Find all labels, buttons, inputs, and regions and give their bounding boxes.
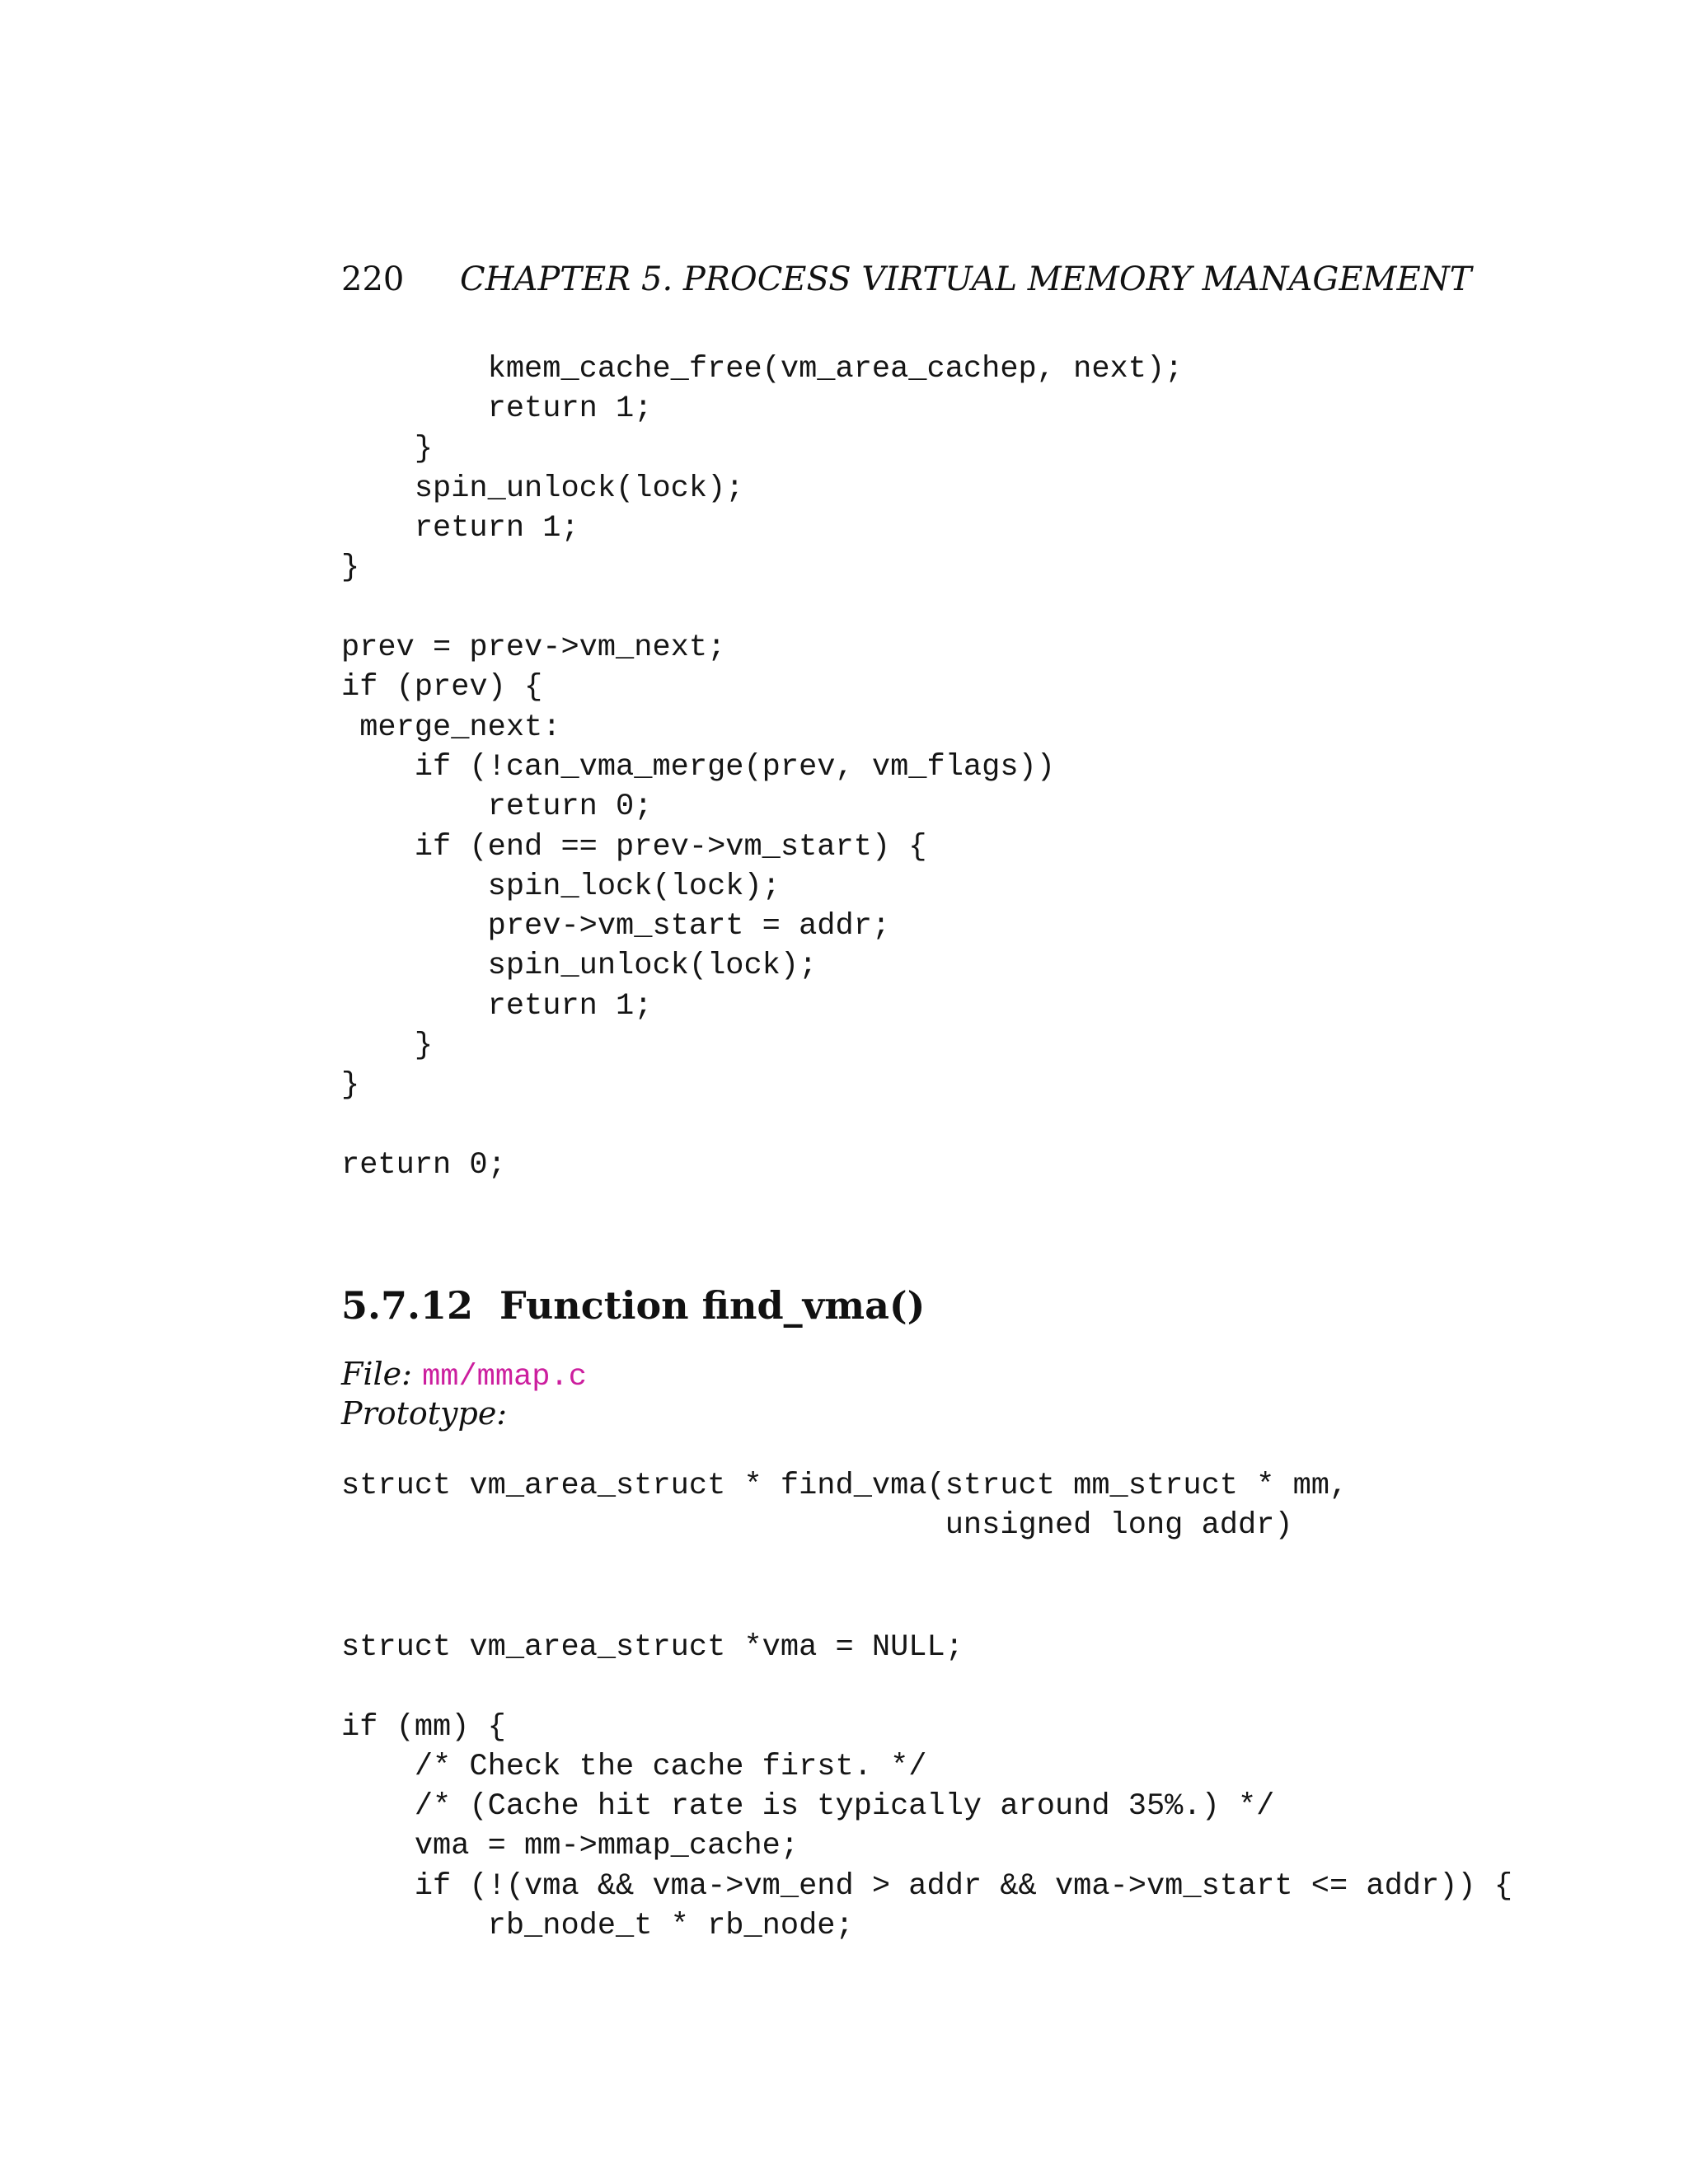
code-line: return 1; [341, 511, 579, 546]
code-line: struct vm_area_struct *vma = NULL; [341, 1630, 964, 1665]
code-block-bottom [341, 1628, 1512, 1946]
file-path-link[interactable]: mm/mmap.c [422, 1360, 587, 1394]
code-line: return 1; [341, 988, 653, 1024]
code-line: prev->vm_start = addr; [341, 909, 891, 944]
code-line: rb_node_t * rb_node; [341, 1909, 854, 1944]
code-line: return 1; [341, 391, 653, 427]
code-line: struct vm_area_struct * find_vma(struct mm_struct * mm, [341, 1469, 1348, 1503]
prototype-code-block [341, 1466, 1348, 1546]
code-line: /* Check the cache first. */ [341, 1749, 927, 1784]
chapter-title: CHAPTER 5. PROCESS VIRTUAL MEMORY MANAGEMENT [460, 260, 1472, 298]
code-line: if (prev) { [341, 670, 543, 705]
section-title: Function find_vma() [499, 1283, 926, 1328]
page-number: 220 [341, 260, 405, 298]
code-line: /* (Cache hit rate is typically around 35%.) */ [341, 1789, 1275, 1825]
code-line: } [341, 551, 360, 586]
code-line: } [341, 1068, 360, 1104]
code-line: if (mm) { [341, 1709, 506, 1745]
code-line: spin_unlock(lock); [341, 949, 818, 984]
code-line: return 0; [341, 1147, 506, 1183]
section-number: 5.7.12 [341, 1283, 474, 1328]
code-line: kmem_cache_free(vm_area_cachep, next); [341, 352, 1184, 387]
prototype-line [341, 1394, 507, 1433]
code-line: if (end == prev->vm_start) { [341, 829, 927, 865]
code-line: if (!can_vma_merge(prev, vm_flags)) [341, 749, 1055, 785]
file-label: File: [341, 1356, 412, 1392]
code-line: vma = mm->mmap_cache; [341, 1829, 799, 1864]
code-line: prev = prev->vm_next; [341, 630, 726, 666]
code-line: unsigned long addr) [341, 1508, 1293, 1544]
code-line: spin_unlock(lock); [341, 471, 744, 506]
code-line: spin_lock(lock); [341, 869, 781, 904]
code-line [341, 588, 1183, 628]
section-heading [341, 1281, 925, 1330]
code-line: } [341, 1029, 434, 1064]
code-line: return 0; [341, 790, 653, 825]
file-line [341, 1354, 587, 1397]
code-line: } [341, 431, 434, 466]
running-header [341, 259, 1472, 300]
code-line: merge_next: [341, 710, 561, 745]
code-line [341, 1667, 1512, 1707]
code-line [341, 1106, 1183, 1146]
code-block-top [341, 349, 1183, 1185]
code-line: if (!(vma && vma->vm_end > addr && vma->vm_start <= addr)) { [341, 1868, 1513, 1904]
prototype-label: Prototype: [341, 1395, 508, 1432]
